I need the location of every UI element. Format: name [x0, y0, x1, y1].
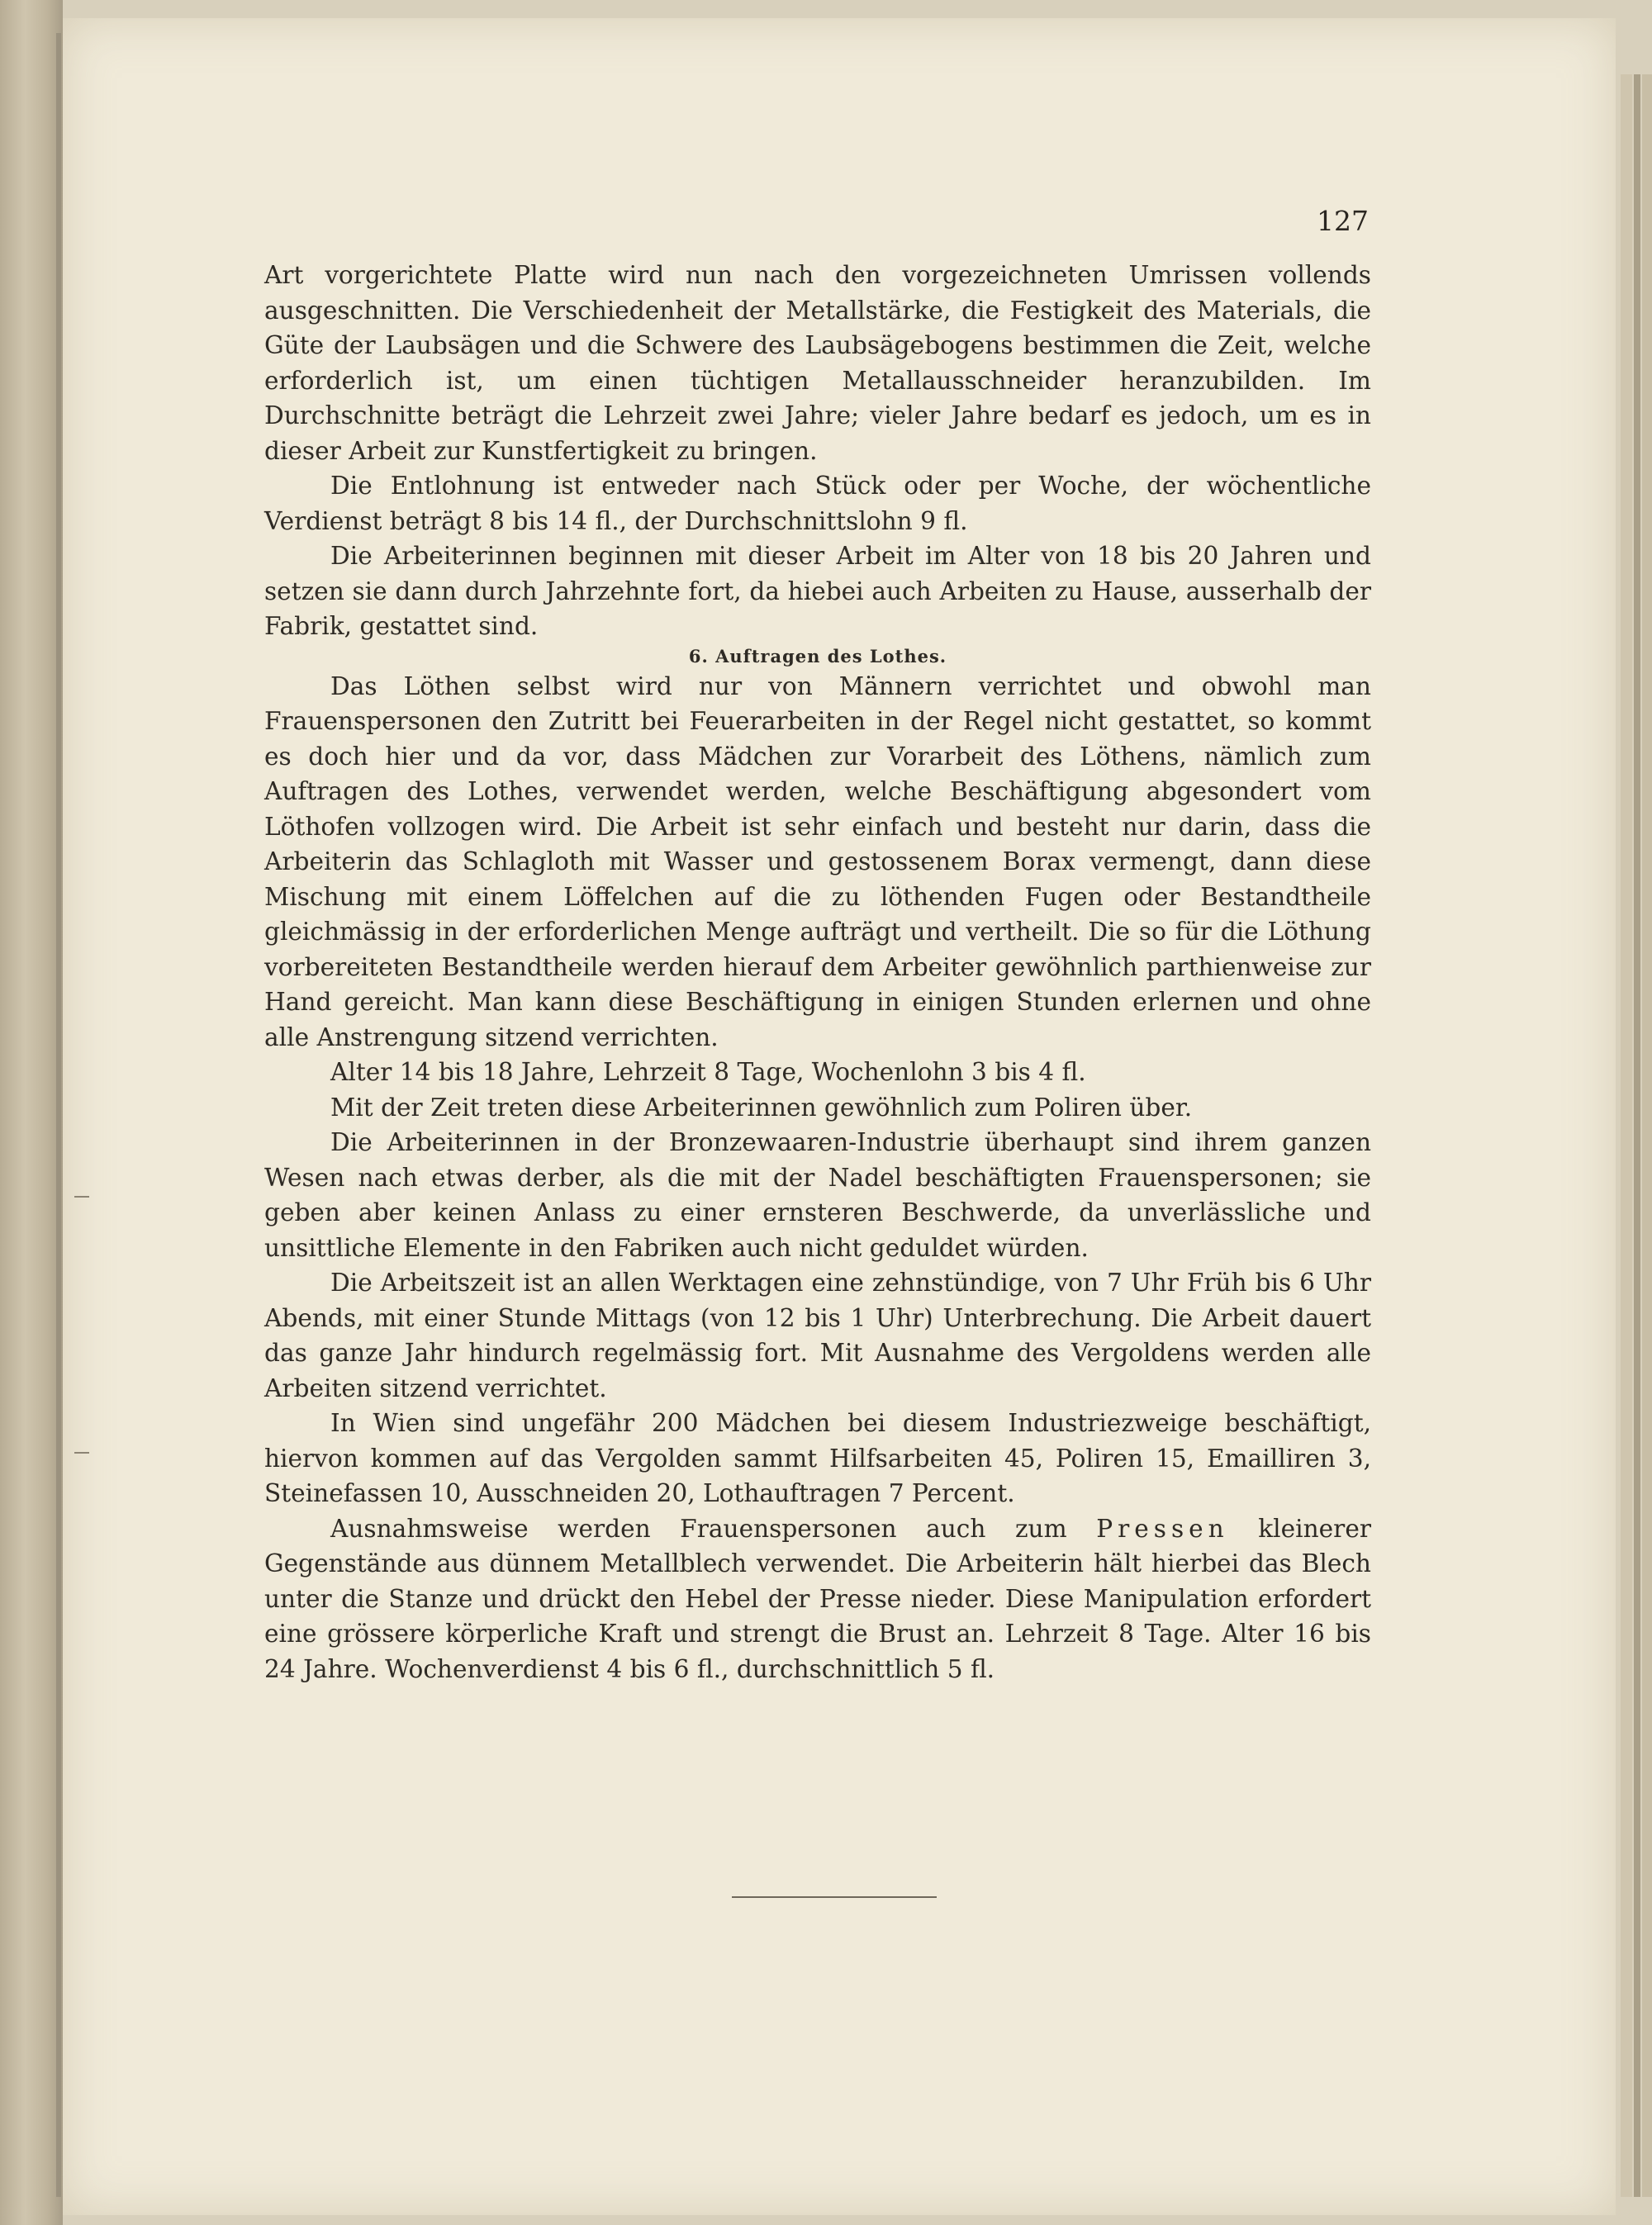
body-text: [264, 258, 1371, 1687]
end-rule: [732, 1896, 937, 1898]
spaced-emphasis: Pressen: [1096, 1514, 1229, 1543]
paragraph-text: Ausnahmsweise werden Frauenspersonen auch zum: [330, 1514, 1097, 1543]
paragraph-text: kleinerer Gegenstände aus dünnem Metallblech verwendet. Die Arbeiterin hält hierbei das Blech unter die Stanze und drückt den Hebel der Presse nieder. Diese Manipulation erfordert eine grössere körperliche Kraft und strengt die Brust an. Lehrzeit 8 Tage. Alter 16 bis 24 Jahre. Wochenverdienst 4 bis 6 fl., durchschnittlich 5 fl.: [264, 1514, 1371, 1683]
paragraph: [264, 1511, 1371, 1687]
paragraph: Art vorgerichtete Platte wird nun nach den vorgezeichneten Umrissen vollends ausgeschnitten. Die Verschiedenheit der Metallstärke, die Festigkeit des Materials, die Güte der Laubsägen und die Schwere des Laubsägebogens bestimmen die Zeit, welche erforderlich ist, um einen tüchtigen Metallausschneider heranzubilden. Im Durchschnitte beträgt die Lehrzeit zwei Jahre; vieler Jahre bedarf es jedoch, um es in dieser Arbeit zur Kunstfertigkeit zu bringen.: [264, 261, 1371, 465]
margin-mark: [74, 1196, 89, 1198]
paragraph: Das Löthen selbst wird nur von Männern verrichtet und obwohl man Frauenspersonen den Zutritt bei Feuerarbeiten in der Regel nicht gestattet, so kommt es doch hier und da vor, dass Mädchen zur Vorarbeit des Löthens, nämlich zum Auftragen des Lothes, verwendet werden, welche Beschäftigung abgesondert vom Löthofen vollzogen wird. Die Arbeit ist sehr einfach und besteht nur darin, dass die Arbeiterin das Schlagloth mit Wasser und gestossenem Borax vermengt, dann diese Mischung mit einem Löffelchen auf die zu löthenden Fugen oder Bestandtheile gleichmässig in der erforderlichen Menge aufträgt und vertheilt. Die so für die Löthung vorbereiteten Bestandtheile werden hierauf dem Arbeiter gewöhnlich parthienweise zur Hand gereicht. Man kann diese Beschäftigung in einigen Stunden erlernen und ohne alle Anstrengung sitzend verrichten.: [264, 671, 1371, 1051]
page-stack-edge: [1642, 74, 1652, 2197]
paragraph: Mit der Zeit treten diese Arbeiterinnen gewöhnlich zum Poliren über.: [330, 1093, 1193, 1122]
margin-mark: [74, 1452, 89, 1454]
paragraph: Alter 14 bis 18 Jahre, Lehrzeit 8 Tage, Wochenlohn 3 bis 4 fl.: [330, 1058, 1086, 1086]
book-spine-shadow: [56, 33, 61, 2197]
book-cover-edge: [0, 0, 63, 2225]
paragraph: In Wien sind ungefähr 200 Mädchen bei diesem Industriezweige beschäftigt, hiervon kommen auf das Vergolden sammt Hilfsarbeiten 45, Poliren 15, Emailliren 3, Steinefassen 10, Ausschneiden 20, Lothauftragen 7 Percent.: [264, 1409, 1371, 1507]
page-number: 127: [1317, 205, 1369, 237]
section-heading: 6. Auftragen des Lothes.: [688, 645, 947, 667]
paragraph: Die Arbeiterinnen in der Bronzewaaren-Industrie überhaupt sind ihrem ganzen Wesen nach etwas derber, als die mit der Nadel beschäftigten Frauenspersonen; sie geben aber keinen Anlass zu einer ernsteren Beschwerde, da unverlässliche und unsittliche Elemente in den Fabriken auch nicht geduldet würden.: [264, 1128, 1371, 1262]
paragraph: Die Entlohnung ist entweder nach Stück oder per Woche, der wöchentliche Verdienst beträgt 8 bis 14 fl., der Durchschnittslohn 9 fl.: [264, 472, 1371, 535]
page-stack-edge: [1621, 74, 1632, 2197]
page-stack-edge: [1634, 74, 1640, 2197]
paragraph: Die Arbeiterinnen beginnen mit dieser Arbeit im Alter von 18 bis 20 Jahren und setzen sie dann durch Jahrzehnte fort, da hiebei auch Arbeiten zu Hause, ausserhalb der Fabrik, gestattet sind.: [264, 542, 1371, 640]
paragraph: Die Arbeitszeit ist an allen Werktagen eine zehnstündige, von 7 Uhr Früh bis 6 Uhr Abends, mit einer Stunde Mittags (von 12 bis 1 Uhr) Unterbrechung. Die Arbeit dauert das ganze Jahr hindurch regelmässig fort. Mit Ausnahme des Vergoldens werden alle Arbeiten sitzend verrichtet.: [264, 1269, 1371, 1402]
